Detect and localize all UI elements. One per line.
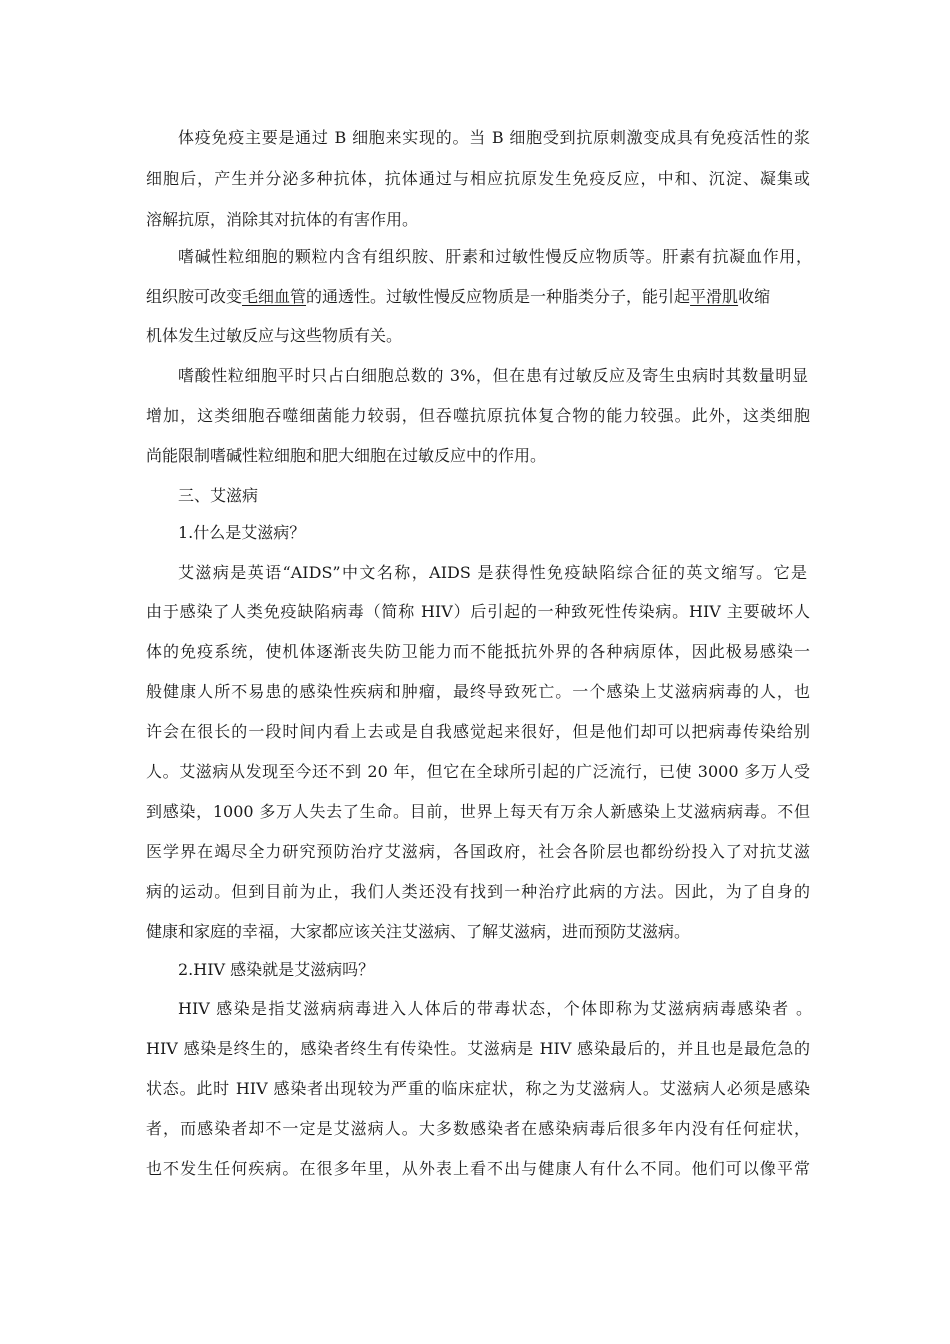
question-1-heading: 1.什么是艾滋病？ <box>178 523 306 542</box>
paragraph-5-line-2: HIV 感染是终生的，感染者终生有传染性。艾滋病是 HIV 感染最后的，并且也是最危急的 <box>146 1039 810 1058</box>
paragraph-5-line-3: 状态。此时 HIV 感染者出现较为严重的临床症状，称之为艾滋病人。艾滋病人必须是感染 <box>146 1079 810 1098</box>
paragraph-1-line-2: 细胞后，产生并分泌多种抗体，抗体通过与相应抗原发生免疫反应，中和、沉淀、凝集或 <box>146 169 810 188</box>
paragraph-4-line-4: 般健康人所不易患的感染性疾病和肿瘤，最终导致死亡。一个感染上艾滋病病毒的人，也 <box>146 682 810 701</box>
paragraph-4-line-9: 病的运动。但到目前为止，我们人类还没有找到一种治疗此病的方法。因此，为了自身的 <box>146 882 810 901</box>
paragraph-3-line-1: 嗜酸性粒细胞平时只占白细胞总数的 3%，但在患有过敏反应及寄生虫病时其数量明显 <box>178 366 808 385</box>
smooth-muscle-link[interactable]: 平滑肌 <box>690 287 739 306</box>
paragraph-3-line-3: 尚能限制嗜碱性粒细胞和肥大细胞在过敏反应中的作用。 <box>146 446 547 465</box>
capillary-link[interactable]: 毛细血管 <box>242 287 307 306</box>
paragraph-5-line-4: 者，而感染者却不一定是艾滋病人。大多数感染者在感染病毒后很多年内没有任何症状， <box>146 1119 810 1138</box>
paragraph-4-line-1: 艾滋病是英语“AIDS”中文名称，AIDS 是获得性免疫缺陷综合征的英文缩写。它是 <box>178 563 807 582</box>
paragraph-3-line-2: 增加，这类细胞吞噬细菌能力较弱，但吞噬抗原抗体复合物的能力较强。此外，这类细胞 <box>146 406 810 425</box>
paragraph-4-line-8: 医学界在竭尽全力研究预防治疗艾滋病，各国政府，社会各阶层也都纷纷投入了对抗艾滋 <box>146 842 810 861</box>
paragraph-2-line-3: 机体发生过敏反应与这些物质有关。 <box>146 326 403 345</box>
paragraph-2-text-c: 收缩 <box>738 287 771 306</box>
paragraph-1-line-1: 体疫免疫主要是通过 B 细胞来实现的。当 B 细胞受到抗原刺激变成具有免疫活性的浆 <box>178 128 810 147</box>
paragraph-4-line-10: 健康和家庭的幸福，大家都应该关注艾滋病、了解艾滋病，进而预防艾滋病。 <box>146 922 691 941</box>
paragraph-4-line-6: 人。艾滋病从发现至今还不到 20 年，但它在全球所引起的广泛流行，已使 3000 多万人受 <box>146 762 810 781</box>
paragraph-4-line-2: 由于感染了人类免疫缺陷病毒（简称 HIV）后引起的一种致死性传染病。HIV 主要破坏人 <box>146 602 810 621</box>
paragraph-4-line-5: 许会在很长的一段时间内看上去或是自我感觉起来很好，但是他们却可以把病毒传染给别 <box>146 722 810 741</box>
paragraph-4-line-3: 体的免疫系统，使机体逐渐丧失防卫能力而不能抵抗外界的各种病原体，因此极易感染一 <box>146 642 810 661</box>
paragraph-5-line-1: HIV 感染是指艾滋病病毒进入人体后的带毒状态，个体即称为艾滋病病毒感染者 。 <box>178 999 812 1018</box>
paragraph-2-text-a: 组织胺可改变 <box>146 287 243 306</box>
section-heading-aids: 三、艾滋病 <box>178 486 259 505</box>
paragraph-2-line-1: 嗜碱性粒细胞的颗粒内含有组织胺、肝素和过敏性慢反应物质等。肝素有抗凝血作用， <box>178 247 812 266</box>
question-2-heading: 2.HIV 感染就是艾滋病吗？ <box>178 960 375 979</box>
paragraph-2-line-2 <box>146 285 810 309</box>
paragraph-4-line-7: 到感染，1000 多万人失去了生命。目前，世界上每天有万余人新感染上艾滋病病毒。不但 <box>146 802 810 821</box>
paragraph-1-line-3: 溶解抗原，消除其对抗体的有害作用。 <box>146 210 419 229</box>
paragraph-5-line-5: 也不发生任何疾病。在很多年里，从外表上看不出与健康人有什么不同。他们可以像平常 <box>146 1159 810 1178</box>
paragraph-2-text-b: 的通透性。过敏性慢反应物质是一种脂类分子，能引起 <box>306 287 691 306</box>
